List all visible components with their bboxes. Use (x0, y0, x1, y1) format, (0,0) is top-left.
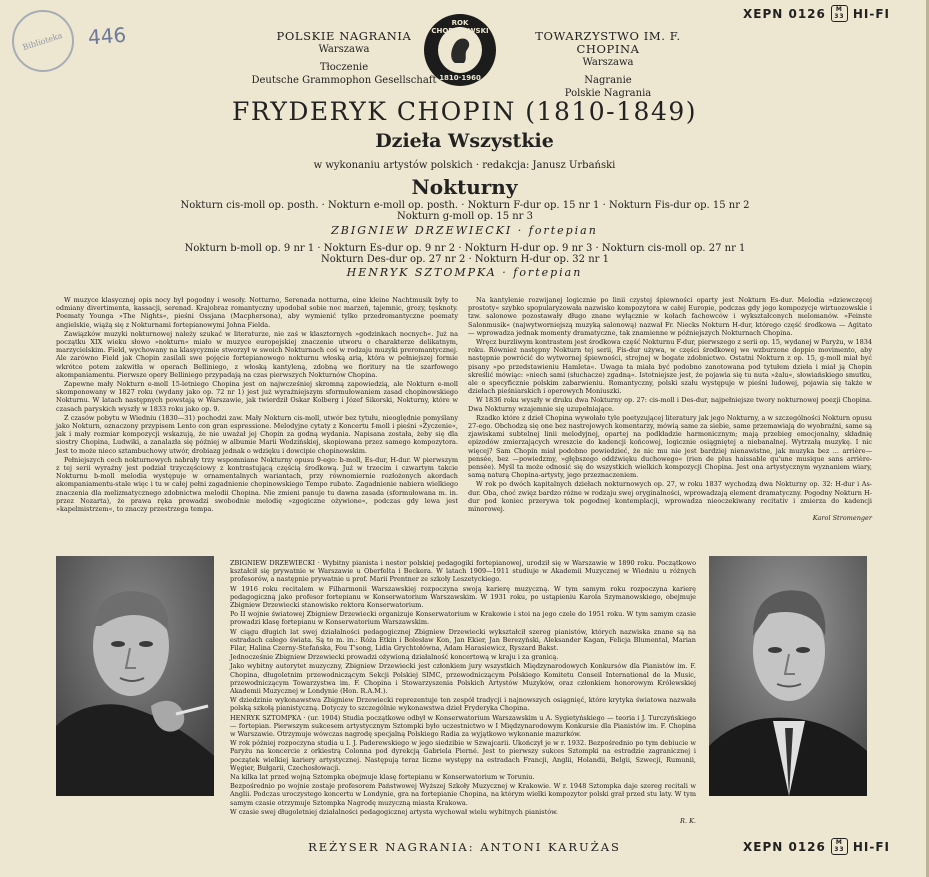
performer-1: ZBIGNIEW DRZEWIECKI · fortepian (331, 224, 598, 237)
label-header-right: TOWARZYSTWO IM. F. CHOPINA Warszawa Nagranie Polskie Nagrania (535, 29, 681, 99)
label-header-left: POLSKIE NAGRANIA Warszawa Tłoczenie Deutsche Grammophon Gesellschaft (251, 29, 437, 86)
album-title: FRYDERYK CHOPIN (1810-1849) (231, 97, 698, 126)
section-title: Nokturny (411, 175, 518, 199)
bio-signature: R. K. (680, 817, 696, 826)
notes-signature: Karol Stromenger (812, 514, 872, 523)
photo-henryk-sztompka (709, 556, 867, 796)
library-stamp: Biblioteka (12, 10, 74, 72)
handwritten-number: 446 (87, 22, 127, 50)
tracklist-side-1: Nokturn cis-moll op. posth. · Nokturn e-moll op. posth. · Nokturn F-dur op. 15 nr 1 · Nokturn Fis-dur op. 15 nr 2 Nokturn g-moll op. 15 nr 3 (180, 200, 750, 222)
catalog-number-bottom: XEPN 0126 M 33 HI-FI (743, 839, 891, 854)
performer-2: HENRYK SZTOMPKA · fortepian (346, 266, 583, 279)
performer-biographies: ZBIGNIEW DRZEWIECKI · Wybitny pianista i nestor polskiej pedagogiki fortepianowej, urodził się w Warszawie w 1890 roku. Początkowo kształcił się prywatnie w Warszawie u Oberfelta i Beckera. W latach 1909—1911 studiuje w Akademii Muzycznej w Wiedniu u różnych profesorów, a następnie prywatnie u prof. Marii Prentner ze szkoły Leszetyckiego. W 1916 roku recitalem w Filharmonii Warszawskiej rozpoczyna swoją karierę muzyczną. W tym samym roku rozpoczyna karierę pedagogiczną jako profesor fortepianu w Konserwatorium Warszawskim. W 1931 roku, po ustąpieniu Karola Szymanowskiego, obejmuje Zbigniew Drzewiecki stanowisko rektora Konserwatorium. Po II wojnie światowej Zbigniew Drzewiecki organizuje Konserwatorium w Krakowie i stoi na jego czele do 1951 roku. W tym samym czasie prowadzi klasę fortepianu w Konserwatorium Warszawskim. W ciągu długich lat swej działalności pedagogicznej Zbigniew Drzewiecki wykształcił szereg pianistów, których nazwiska znane są na estradach całego świata. Są to m. in.: Róża Etkin i Bolesław Kon, Jan Ekier, Jan Berezyński, Aleksander Kagan, Felicja Blumental, Marian Filar, Halina Czerny-Stefańska, Fou T'song, Lidia Grychtołówna, Adam Harasiewicz, Ryszard Bakst. Jednocześnie Zbigniew Drzewiecki prowadzi ożywioną działalność koncertową w kraju i za granicą. Jako wybitny autorytet muzyczny, Zbigniew Drzewiecki jest członkiem jury wszystkich Międzynarodowych Konkursów dla Pianistów im. F. Chopina, długoletnim przewodniczącym Sekcji Polskiej SIMC, przewodniczącym Polskiego Komitetu Conseil International de la Music, przewodniczącym Towarzystwa im. F. Chopina i Stowarzyszenia Polskich Artystów Muzyków, oraz członkiem honorowym Królewskiej Akademii Muzycznej w Londynie (Hon. R.A.M.). W dziedzinie wykonawstwa Zbigniew Drzewiecki reprezentuje ten zespół tradycji i najnowszych osiągnięć, które krytyka światowa nazwała polską szkołą pianistyczną. Dotyczy to szczególnie wykonawstwa dzieł Fryderyka Chopina. HENRYK SZTOMPKA · (ur. 1904) Studia początkowe odbył w Konserwatorium Warszawskim u A. Sygietyńskiego — teoria i J. Turczyńskiego — fortepian. Pierwszym sukcesem artystycznym Sztompki było uczestnictwo w I Międzynarodowym Konkursie dla Pianistów im. F. Chopina w Warszawie. Otrzymuje wówczas nagrodę specjalną Polskiego Radia za wyjątkowo wykonanie mazurków. W rok później rozpoczyna studia u I. J. Paderewskiego w jego siedzibie w Szwajcarii. Ukończył je w r. 1932. Bezpośrednio po tym debiucie w Paryżu na koncercie z orkiestrą Colonna pod dyrekcją Gabriela Pierné. Jest to pierwszy sukces Sztompki na estradzie zagranicznej i początek wielkiej kariery artystycznej. Następują teraz liczne występy na estradach Francji, Anglii, Holandii, Belgii, Szwecji, Rumunii, Węgier, Bułgarii, Czechosłowacji. Na kilka lat przed wojną Sztompka obejmuje klasę fortepianu w Konserwatorium w Toruniu. Bezpośrednio po wojnie zostaje profesorem Państwowej Wyższej Szkoły Muzycznej w Krakowie. W r. 1948 Sztompka daje szereg recitali w Anglii. Podczas uroczystego koncertu w Londynie, gra na fortepianie Chopina, na którym wielki kompozytor polski grał przed stu laty. W tym samym czasie otrzymuje Sztompka Nagrodę muzyczną miasta Krakowa. W czasie swej długoletniej działalności pedagogicznej artysta wychował wielu wybitnych pianistów. R. K. (230, 559, 696, 826)
album-subtitle: Dzieła Wszystkie (375, 130, 554, 152)
chopin-year-medal-logo (424, 14, 496, 86)
photo-zbigniew-drzewiecki (56, 556, 214, 796)
m33-badge-icon: M 33 (831, 5, 848, 22)
liner-notes-right: Na kantylenie rozwijanej logicznie po linii czystej śpiewności oparty jest Nokturn Es-dur. Melodia »dziewczęcej prostoty« szybko spopularyzowała nazwisko kompozytora w całej Europie, podczas gdy jego kompozycje wirtuozowskie i tzw. salonowe pozostawały długo znane wyłącznie w kołach fachowców i wykształconych melomanów. »Feinste Salonmusik« (najwytworniejszą muzyką salonową) nazwał Fr. Niecks Nokturn H-dur, którego część środkowa — Agitato — wprowadza jednak momenty dramatyczne, tak znamienne w późniejszych Nokturnach Chopina. Wręcz burzliwym kontrastem jest środkowa część Nokturnu F-dur, pierwszego z serii op. 15, wydanej w Paryżu, w 1834 roku. Również następny Nokturn tej serii, Fis-dur używa, w części środkowej we wzburzone doppio movimento, aby następnie powrócić do wytwornej śpiewności, strojnej w bogate zdobnictwo. Ostatni Nokturn z op. 15, g-moll miał być pisany »po przedstawieniu Hamleta«. Uwaga ta miała być podobno zanotowana pod tytułem dzieła i miał ją Chopin skreślić mówiąc: »niech sami (słuchacze) zgadną«. Istotniejsze jest, że pojawia się tu nuta »żalu«, słowiańskiego smutku, ale o specyficznie polskim zabarwieniu. Romantyczny, polski szału występuje w pieśni ludowej, pojawia się także w dziełach pieśniarskich i operowych Moniuszki. W 1836 roku wyszły w druku dwa Nokturny op. 27: cis-moll i Des-dur, najpełniejsze twory nokturnowej poezji Chopina. Dwa Nokturny wzajemnie się uzupełniające. Rzadko które z dzieł Chopina wywołało tyle poetyzującej literatury jak jego Nokturny, a w szczególności Nokturn opusu 27-ego. Obchodzą się one bez nastrojowych komentarzy, mówią same za siebie, same przemawiają do wyobraźni, same są zjawiskami subtelnej linii melodyjnej, opartej na podkładzie harmonicznym; mają przebieg emocjonalny, składnię epizodów zmierzających wreszcie do kadencji końcowej, logicznie osiągniętej a niebanalnej. Wytrzałą muzykę. I nic więcej? Sam Chopin miał podobno powiedzieć, że nic mu nie jest bardziej nienawistne, jak muzyka bez ... arrière—pensée, bez —powiedzmy, »głębszego oddźwięku duchowego« (rien de plus haissable qu'une musique sans arrière-pensée). Myśl ta może odnosić się do wszystkich wielkich kompozycji Chopina. Jest ona artystycznym wyznaniem wiary, samą naturą Chopina-artysty, jego przeznaczeniem. W rok po dwóch kapitalnych dziełach nokturnowych op. 27, w roku 1837 wychodzą dwa Nokturny op. 32: H-dur i As-dur. Oba, choć zwięz bardzo różne w rodzaju swej oryginalności, wprowadzają element dramatyczny. Pogodny Nokturn H-dur pod koniec przerywa tok pogodnej kontemplacji, wprowadza nieoczekiwany recitativ i zmierza do kadencji minorowej. Karol Stromenger (468, 296, 872, 523)
tracklist-side-2: Nokturn b-moll op. 9 nr 1 · Nokturn Es-dur op. 9 nr 2 · Nokturn H-dur op. 9 nr 3 · Nokturn cis-moll op. 27 nr 1 Nokturn Des-dur op. 27 nr 2 · Nokturn H-dur op. 32 nr 1 (184, 243, 746, 265)
medal-bottom-text: 1810·1960 (439, 74, 481, 82)
liner-notes-left: W muzyce klasycznej opis nocy był pogodny i wesoły. Notturno, Serenada notturna, eine kleine Nachtmusik były to odmiany divertimenta, kassacji, serenad. Krajobraz romantyczny upodobał sobie noc marzeń, tajemnic, grozy, tęsknoty. Poematy Younga »The Nights«, pieśni Ossjana (Macphersona), aby wymienić tylko przedromantyczne poematy angielskie, wiążą się z Nokturnami fortepianowymi Johna Fielda. Zawiązków muzyki nokturnowej należy szukać w literaturze, nie zaś w klasztornych »godzinkach nocnych«. Już na początku XIX wieku słowo »nokturn« miało w muzyce europejskiej znaczenie utworu o charakterze delikatnym, marzycielskim. Field, wychowany na klasycyzmie stworzył w swoich Nokturnach coś w rodzaju muzyki preromantycznej. Ale zarówno Field jak Chopin zasilali swe pojęcie fortepianowego nokturnu włoską arią, która w pełniejszej formie wkrótce potem zakwitła w operach Belliniego, z włoską kantyleną, zdobną we fioritury na tle szarfowego akompaniamentu. Pierwsze opery Belliniego przypadają na czas pierwszych Nokturnów Chopina. Zapewne mały Nokturn e-moll 15-letniego Chopina jest on najwcześniej skromną zapowiedzią, ale Nokturn e-moll skomponowany w 1827 roku (wydany jako op. 72 nr 1) jest już wyraźniejszym sformułowaniem zasad chopinowskiego Nokturnu. W latach następnych powstają w Warszawie, jak twierdził Oskar Kolberg i Józef Sikorski, Nokturny, które w czasach paryskich wyszły w 1833 roku jako op. 9. Z czasów pobytu w Wiedniu (1830—31) pochodzi zaw. Mały Nokturn cis-moll, utwór bez tytułu, nieoględnie pomyślany jako Nokturn, oznaczony przypisem Lento con gran espressione. Melodyjne cytaty z Koncertu f-moll i pieśni »Życzenie«, jak i mały rozmiar kompozycji wskazują, że nie uważał jej Chopin za godną wydania. Napisana została, żeby się dla siostry Chopina, Ludwiki, a zanalazła się później w albumie Marii Wodzińskiej, skopiowana przez samego kompozytora. Jest to może nieco sztambuchowy utwór, drobiazg jednak o wdzięku i dowcipie chopinowskim. Pełniejszych cech nokturnowych nabrały trzy wspomniane Nokturny opusu 9-ego: b-moll, Es-dur, H-dur. W pierwszym z tej serii wyraźny jest podział trzyczęściowy z kontrastującą częścią środkową. Już w trzecim i czwartym takcie Nokturnu b-moll melodia występuje w ornamentalnych wariantach, przy równomiernie rozłożonych akordach akompaniamentu-stale więc i tu w całej pełni zagadnienie chopinowskiego Tempo rubato. Zagadnienie nabiera wielkiego znaczenia dla melizmatycznego zdobnictwa melodii Chopina. Nie zmieni panuje tu dawna zasada (sformułowana m. in. przez Nozarta), że prawa ręka prowadzi swobodnie melodię »zgogiczne ożywione«, podczas gdy lewa jest »kapelmistrzem«, to znaczy przestrzega tempa. (56, 296, 458, 514)
medal-top-text: ROK CHOPINOWSKI (431, 19, 489, 35)
recording-director: REŻYSER NAGRANIA: ANTONI KARUŻAS (308, 840, 621, 854)
editor-credit: w wykonaniu artystów polskich · redakcja: Janusz Urbański (313, 160, 616, 171)
m33-badge-icon-bottom: M 33 (831, 838, 848, 855)
catalog-number-top: XEPN 0126 M 33 HI-FI (743, 6, 891, 21)
